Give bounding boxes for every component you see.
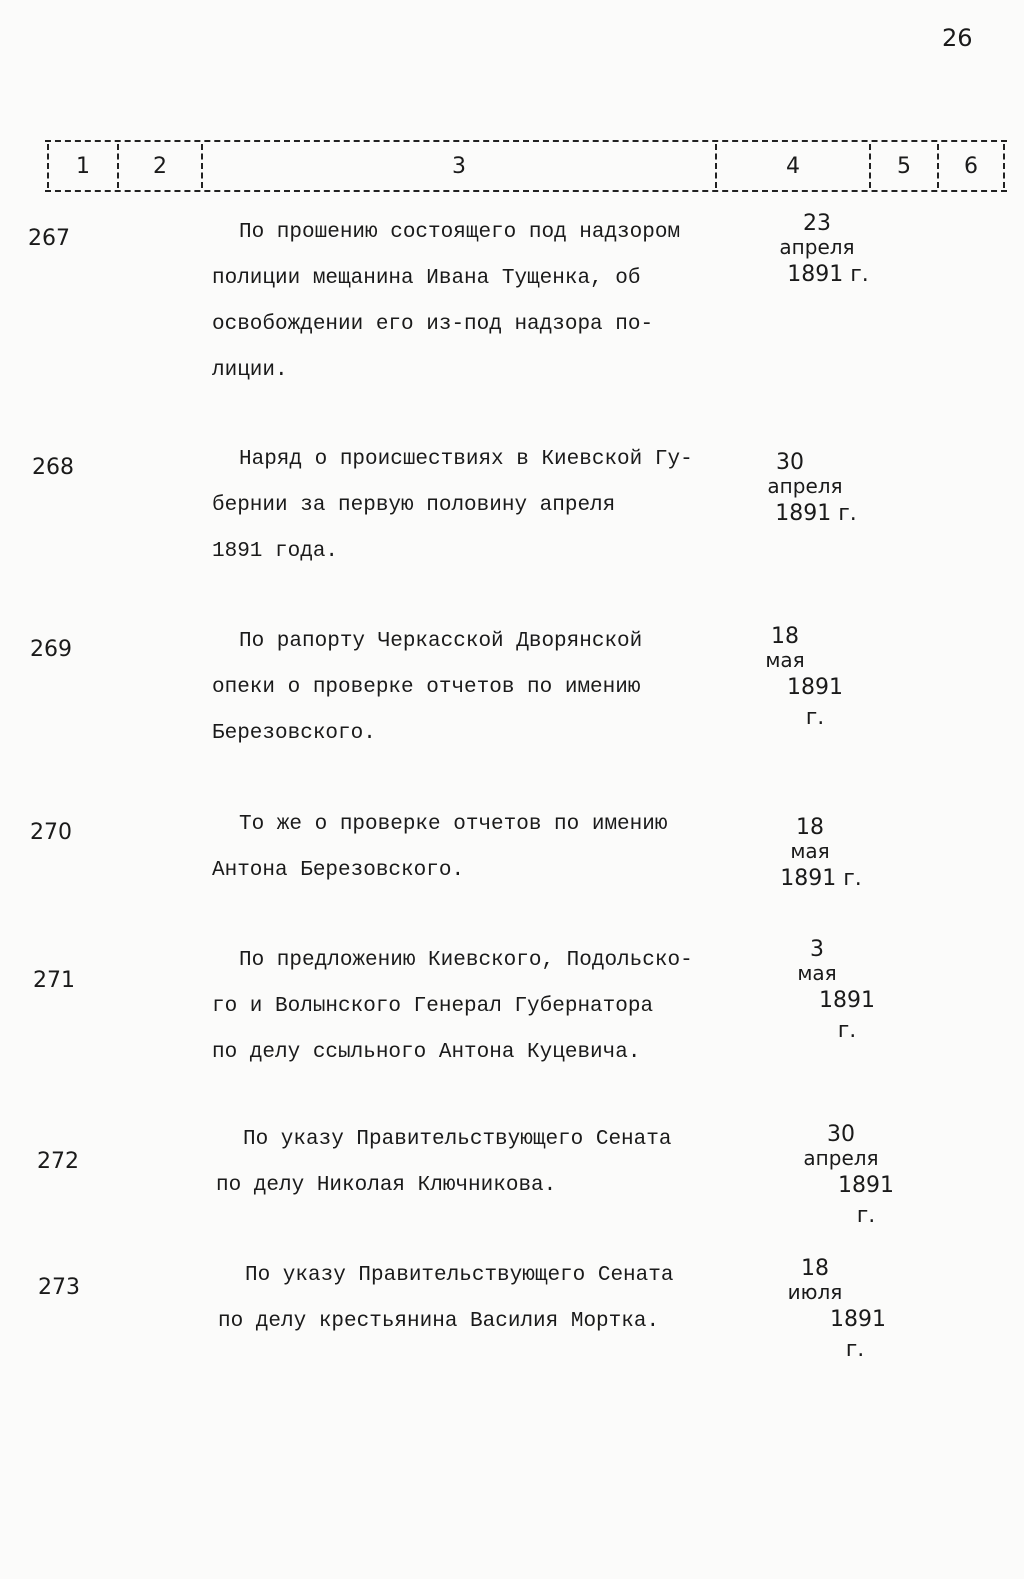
- description-line: го и Волынского Генерал Губернатора: [212, 995, 654, 1018]
- description-line: Антона Березовского.: [212, 859, 465, 882]
- description-line: 1891 года.: [212, 540, 339, 563]
- page-number: 26: [942, 24, 973, 52]
- date-month: апреля: [767, 474, 843, 498]
- description-line: Наряд о происшествиях в Киевской Гу-: [239, 448, 693, 471]
- description-line: По прошению состоящего под надзором: [239, 221, 681, 244]
- record-description: [212, 802, 752, 894]
- date-month: апреля: [779, 235, 855, 259]
- description-line: Березовского.: [212, 722, 376, 745]
- record-description: [216, 1117, 756, 1209]
- record-description: [218, 1253, 758, 1345]
- description-line: освобождении его из-под надзора по-: [212, 313, 654, 336]
- record-description: [212, 619, 752, 757]
- description-line: По указу Правительствующего Сената: [243, 1128, 672, 1151]
- header-col-2: 2: [153, 153, 167, 179]
- description-line: По указу Правительствующего Сената: [245, 1264, 674, 1287]
- table-header: [45, 140, 1007, 192]
- date-month: мая: [797, 961, 837, 985]
- record-description: [212, 210, 752, 394]
- description-line: По предложению Киевского, Подольско-: [239, 949, 693, 972]
- date-year: 1891 г.: [819, 988, 875, 1043]
- date-day: 18: [801, 1256, 829, 1281]
- record-date: [750, 1256, 886, 1365]
- description-line: опеки о проверке отчетов по имению: [212, 676, 641, 699]
- header-col-1: 1: [76, 153, 90, 179]
- date-month: мая: [790, 839, 830, 863]
- record-date: [720, 625, 850, 733]
- description-line: бернии за первую половину апреля: [212, 494, 616, 517]
- header-col-3: 3: [452, 153, 466, 179]
- date-year: 1891 г.: [830, 1307, 886, 1362]
- description-line: по делу Николая Ключникова.: [216, 1174, 557, 1197]
- record-date: [752, 938, 882, 1046]
- description-line: по делу крестьянина Василия Мортка.: [218, 1310, 660, 1333]
- record-description: [212, 437, 752, 575]
- record-date: [776, 1123, 906, 1231]
- record-number: 267: [28, 226, 70, 251]
- record-date: [745, 816, 875, 894]
- date-year: 1891 г.: [787, 262, 869, 287]
- record-number: 270: [30, 820, 72, 845]
- date-day: 23: [803, 211, 831, 236]
- description-line: по делу ссыльного Антона Куцевича.: [212, 1041, 641, 1064]
- description-line: То же о проверке отчетов по имению: [239, 813, 668, 836]
- date-month: апреля: [803, 1146, 879, 1170]
- date-year: 1891 г.: [838, 1173, 894, 1228]
- date-day: 18: [796, 815, 824, 840]
- header-col-4: 4: [786, 153, 800, 179]
- record-number: 268: [32, 455, 74, 480]
- date-day: 30: [827, 1122, 855, 1147]
- record-number: 271: [33, 968, 75, 993]
- date-month: мая: [765, 648, 805, 672]
- record-date: [752, 212, 882, 290]
- description-line: полиции мещанина Ивана Тущенка, об: [212, 267, 641, 290]
- date-day: 30: [776, 450, 804, 475]
- header-col-5: 5: [897, 153, 911, 179]
- date-year: 1891 г.: [780, 866, 862, 891]
- date-day: 3: [810, 937, 824, 962]
- header-col-6: 6: [964, 153, 978, 179]
- column-divider: [1003, 144, 1005, 188]
- date-day: 18: [771, 624, 799, 649]
- record-number: 273: [38, 1275, 80, 1300]
- description-line: лиции.: [212, 359, 288, 382]
- record-date: [740, 451, 870, 529]
- date-year: 1891 г.: [787, 675, 843, 730]
- record-description: [212, 938, 752, 1076]
- record-number: 269: [30, 637, 72, 662]
- date-month: июля: [787, 1280, 843, 1304]
- record-number: 272: [37, 1149, 79, 1174]
- description-line: По рапорту Черкасской Дворянской: [239, 630, 643, 653]
- date-year: 1891 г.: [775, 501, 857, 526]
